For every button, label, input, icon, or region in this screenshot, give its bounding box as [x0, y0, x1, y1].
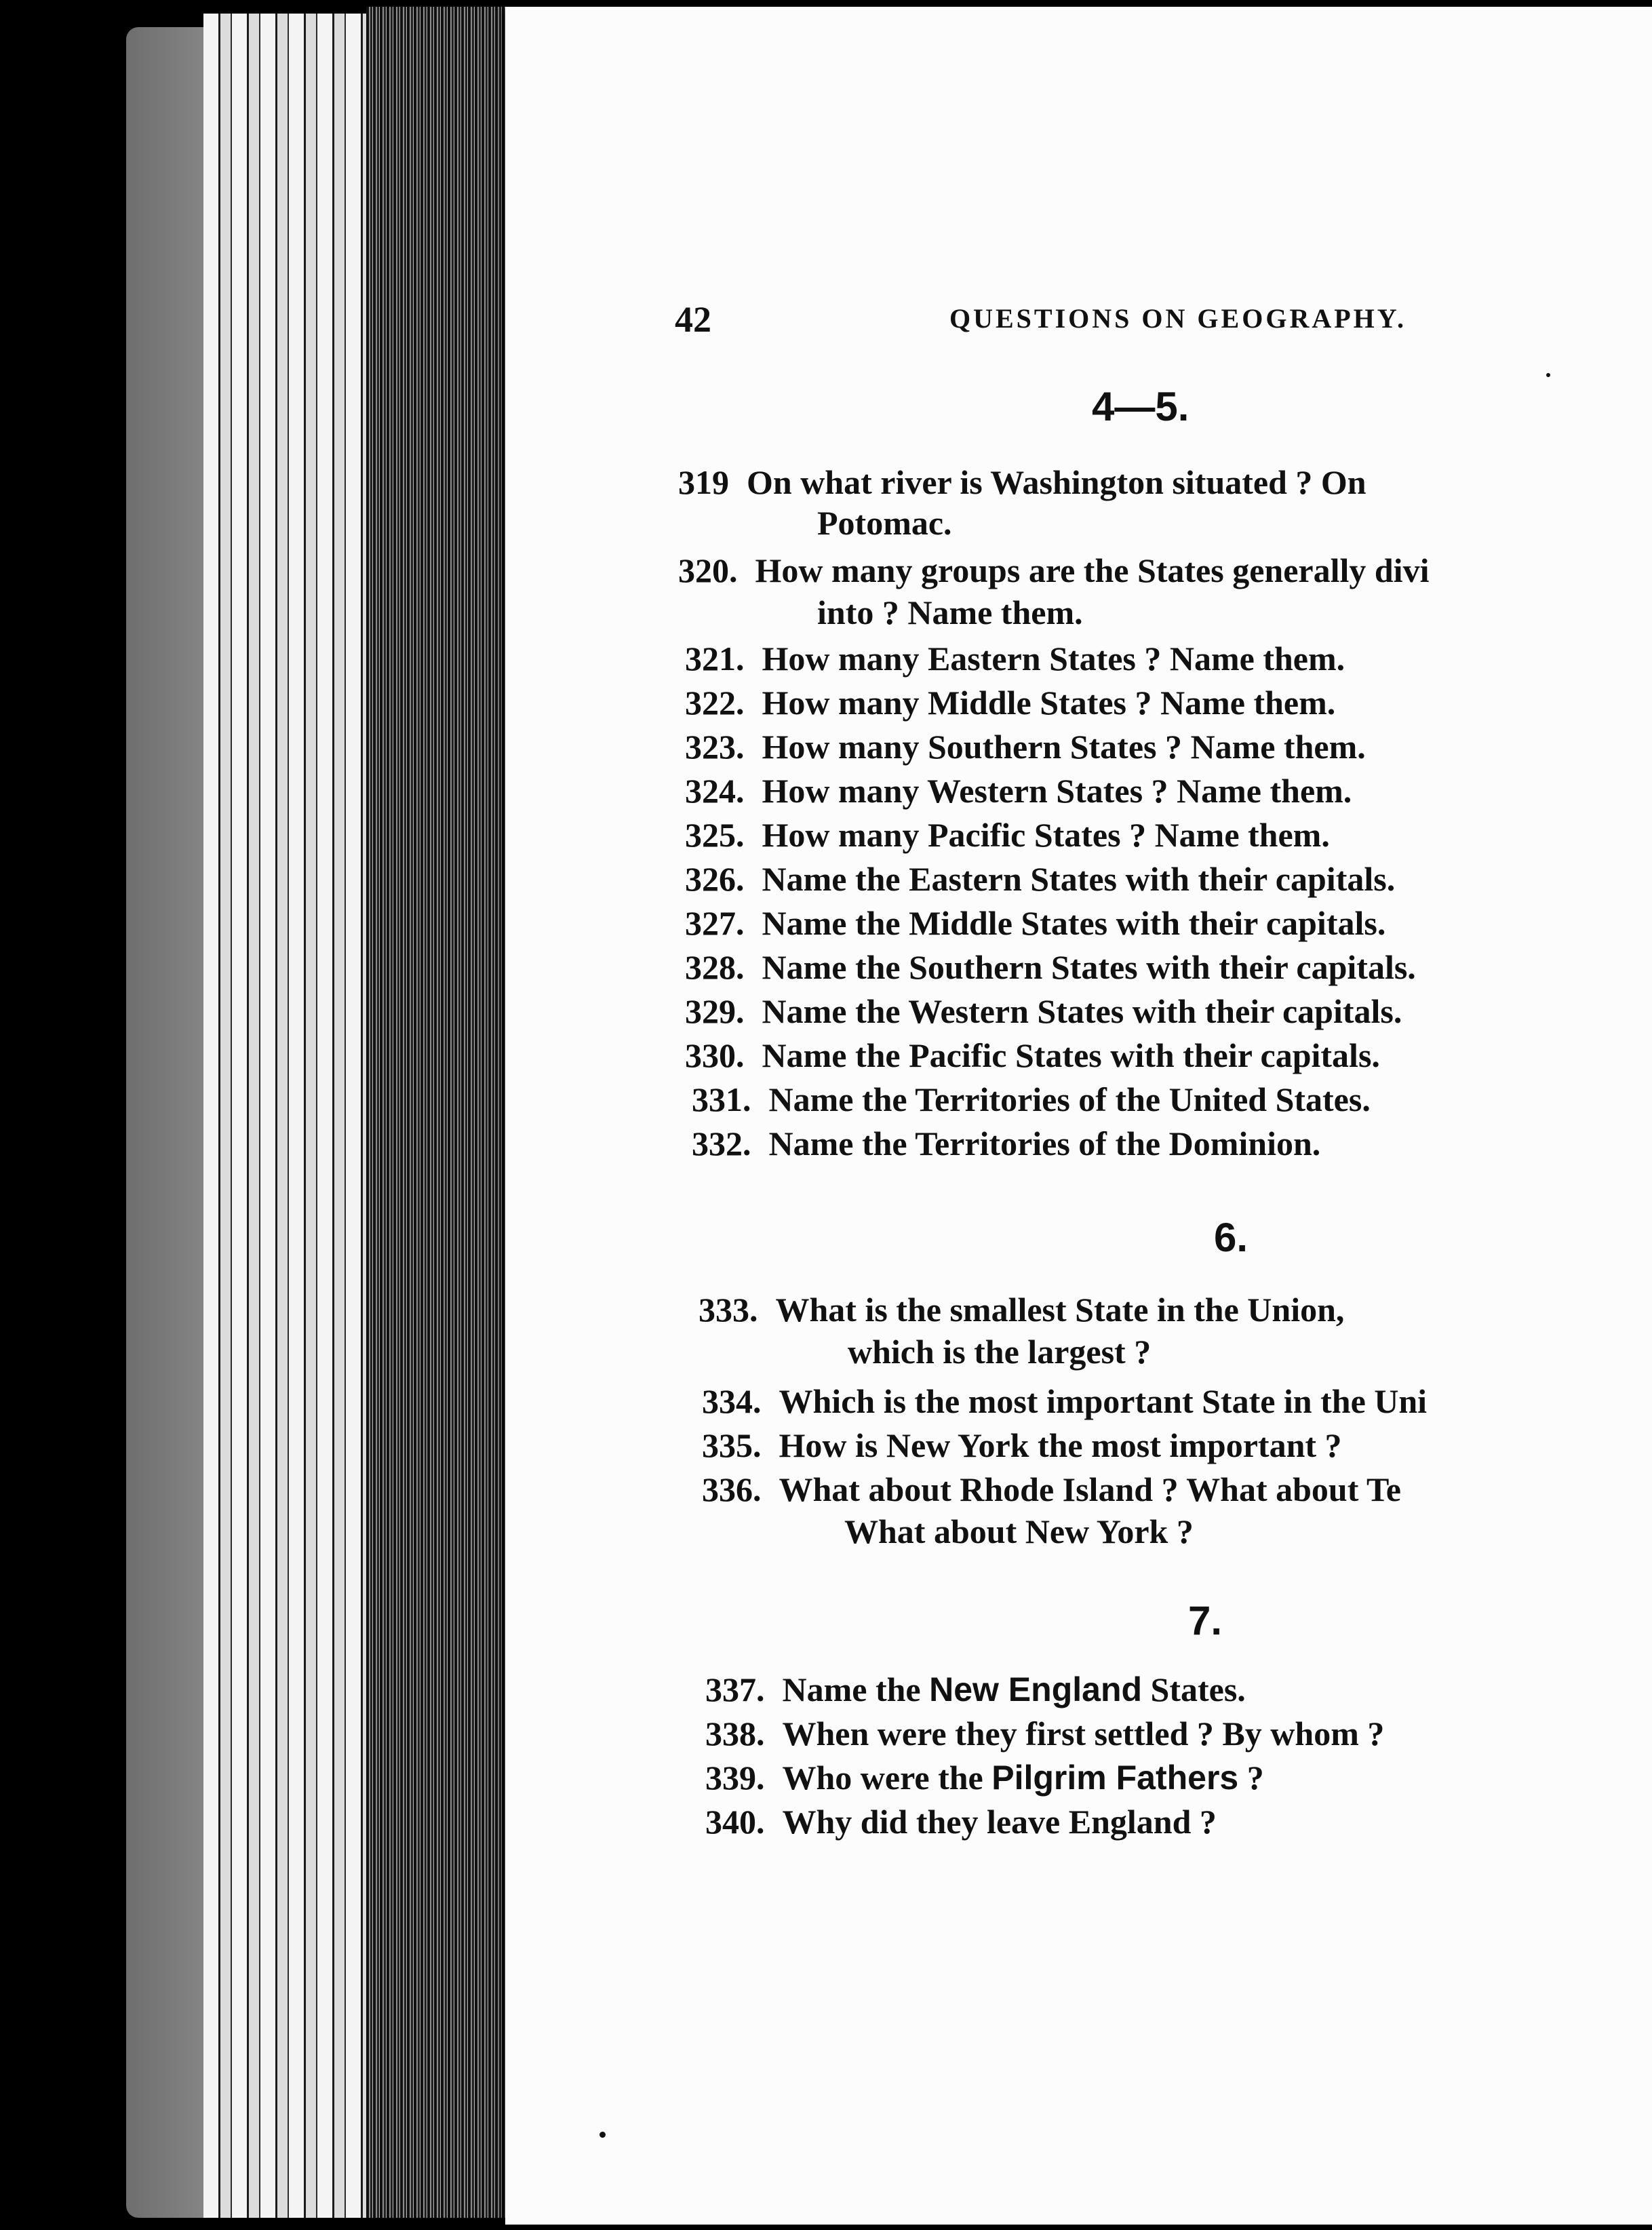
question-number: 328.	[685, 948, 745, 986]
question-text: How many Southern States ? Name them.	[762, 728, 1366, 766]
question-number: 321.	[685, 640, 745, 678]
question-number: 320.	[678, 551, 738, 589]
question-text: When were they first settled ? By whom ?	[782, 1715, 1385, 1753]
question-number: 324.	[685, 772, 745, 810]
question-item	[678, 461, 1366, 503]
question-text: Why did they leave England ?	[782, 1803, 1217, 1841]
question-continuation: which is the largest ?	[848, 1333, 1152, 1371]
emphasized-term: Pilgrim Fathers	[991, 1759, 1239, 1797]
question-number: 336.	[702, 1470, 762, 1508]
question-text-pre: Name the	[782, 1670, 930, 1708]
question-item	[692, 1122, 1320, 1165]
question-number: 325.	[685, 816, 745, 854]
question-continuation: Potomac.	[817, 504, 952, 542]
question-number: 335.	[702, 1426, 762, 1464]
question-text-post: States.	[1142, 1670, 1246, 1708]
question-number: 334.	[702, 1382, 762, 1420]
question-text: Name the Middle States with their capitals.	[762, 904, 1386, 942]
question-item	[685, 946, 1416, 988]
section-heading-7: 7.	[1188, 1598, 1223, 1643]
question-item	[705, 1801, 1217, 1843]
question-text: How many Eastern States ? Name them.	[762, 640, 1345, 678]
question-text: Name the Pacific States with their capitals.	[762, 1036, 1380, 1074]
question-item	[702, 1380, 1427, 1422]
question-text: Name the Southern States with their capitals.	[762, 948, 1416, 986]
page-number: 42	[675, 299, 711, 340]
ink-speck	[1546, 373, 1550, 377]
question-number: 332.	[692, 1124, 751, 1162]
question-number: 339.	[705, 1759, 765, 1797]
question-number: 319	[678, 463, 729, 501]
question-item	[678, 549, 1429, 591]
question-text: Name the Territories of the United States.	[768, 1080, 1371, 1118]
question-number: 340.	[705, 1803, 765, 1841]
question-number: 323.	[685, 728, 745, 766]
question-text: Name the Western States with their capitals.	[762, 992, 1402, 1030]
question-item	[705, 1757, 1264, 1799]
section-heading-6: 6.	[1214, 1215, 1248, 1260]
question-continuation: What about New York ?	[844, 1512, 1194, 1550]
question-item	[685, 902, 1385, 944]
question-item	[692, 1078, 1371, 1120]
question-text: How many Middle States ? Name them.	[762, 684, 1336, 722]
question-text: Which is the most important State in the Uni	[779, 1382, 1428, 1420]
question-text: How many groups are the States generally divi	[755, 551, 1430, 589]
question-item	[685, 638, 1345, 680]
question-text: Name the Eastern States with their capitals.	[762, 860, 1396, 898]
question-text	[783, 1670, 1246, 1708]
question-number: 329.	[685, 992, 745, 1030]
running-head: QUESTIONS ON GEOGRAPHY.	[949, 303, 1407, 334]
question-item	[702, 1424, 1342, 1466]
question-item	[685, 770, 1352, 812]
question-text: How many Pacific States ? Name them.	[762, 816, 1330, 854]
question-continuation: into ? Name them.	[817, 593, 1083, 631]
question-text: How many Western States ? Name them.	[762, 772, 1352, 810]
question-text-post: ?	[1238, 1759, 1264, 1797]
question-item	[685, 814, 1330, 856]
question-item	[702, 1468, 1401, 1510]
question-number: 322.	[685, 684, 745, 722]
question-number: 327.	[685, 904, 745, 942]
question-number: 333.	[699, 1291, 758, 1329]
question-text-pre: Who were the	[782, 1759, 992, 1797]
question-item	[685, 726, 1366, 768]
question-item	[685, 990, 1402, 1032]
question-item	[699, 1289, 1344, 1331]
question-number: 331.	[692, 1080, 751, 1118]
question-item	[685, 1034, 1380, 1076]
emphasized-term: New England	[929, 1670, 1143, 1708]
question-text: What about Rhode Island ? What about Te	[779, 1470, 1401, 1508]
question-item	[705, 1713, 1384, 1755]
question-text: On what river is Washington situated ? On	[747, 463, 1366, 501]
question-item	[685, 682, 1335, 724]
question-number: 326.	[685, 860, 745, 898]
question-number: 338.	[705, 1715, 765, 1753]
question-text: How is New York the most important ?	[779, 1426, 1342, 1464]
question-item	[705, 1668, 1246, 1710]
question-text	[783, 1759, 1264, 1797]
question-number: 337.	[705, 1670, 765, 1708]
question-text: Name the Territories of the Dominion.	[768, 1124, 1321, 1162]
question-item	[685, 858, 1395, 900]
question-number: 330.	[685, 1036, 745, 1074]
question-text: What is the smallest State in the Union,	[775, 1291, 1345, 1329]
ink-speck	[599, 2132, 606, 2138]
section-heading-4-5: 4—5.	[1092, 384, 1189, 429]
